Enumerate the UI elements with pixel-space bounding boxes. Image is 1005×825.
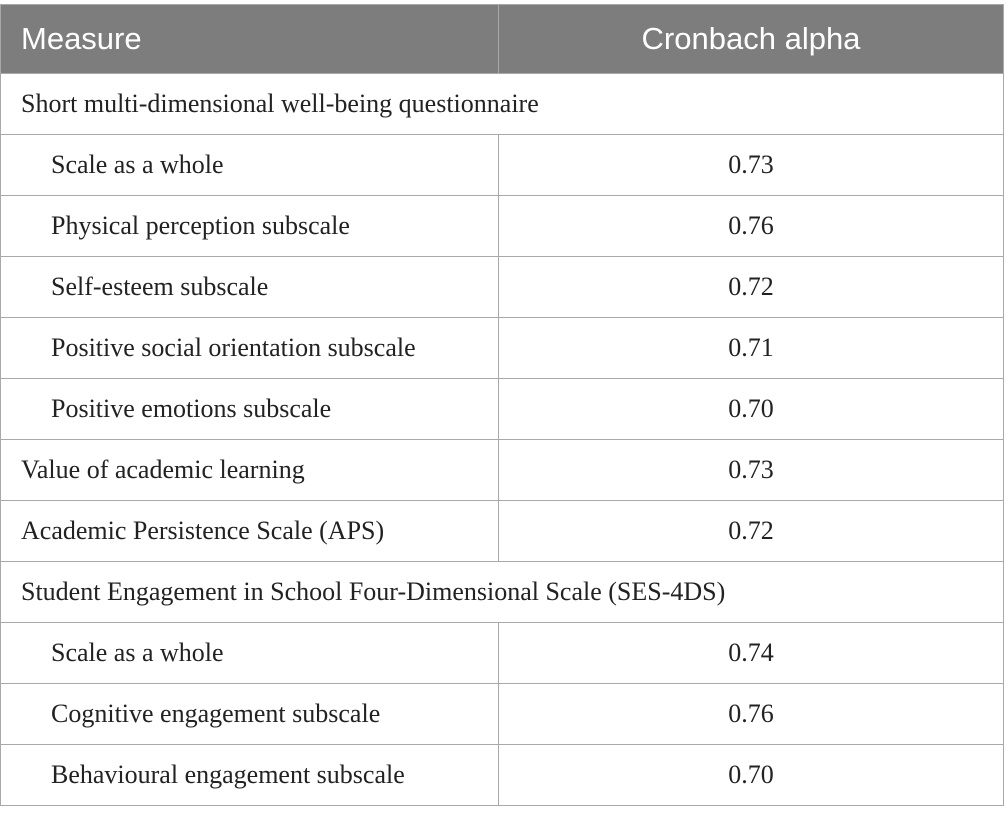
table-row	[1, 684, 1004, 745]
header-row	[1, 5, 1004, 74]
table-row	[1, 135, 1004, 196]
alpha-value: 0.72	[499, 501, 1004, 562]
table-row	[1, 379, 1004, 440]
alpha-value: 0.70	[499, 745, 1004, 806]
table-row	[1, 74, 1004, 135]
section-label: Student Engagement in School Four-Dimensional Scale (SES-4DS)	[1, 562, 1004, 623]
measure-label: Scale as a whole	[1, 623, 499, 684]
header-cronbach-alpha: Cronbach alpha	[499, 5, 1004, 74]
alpha-value: 0.71	[499, 318, 1004, 379]
measure-label: Physical perception subscale	[1, 196, 499, 257]
alpha-value: 0.73	[499, 135, 1004, 196]
alpha-value: 0.76	[499, 684, 1004, 745]
measure-label: Academic Persistence Scale (APS)	[1, 501, 499, 562]
table-row	[1, 318, 1004, 379]
table-row	[1, 440, 1004, 501]
measure-label: Cognitive engagement subscale	[1, 684, 499, 745]
measure-label: Scale as a whole	[1, 135, 499, 196]
measure-label: Positive social orientation subscale	[1, 318, 499, 379]
alpha-value: 0.70	[499, 379, 1004, 440]
measure-label: Positive emotions subscale	[1, 379, 499, 440]
table-row	[1, 623, 1004, 684]
table-row	[1, 257, 1004, 318]
alpha-value: 0.72	[499, 257, 1004, 318]
measure-label: Self-esteem subscale	[1, 257, 499, 318]
alpha-value: 0.73	[499, 440, 1004, 501]
table-row	[1, 745, 1004, 806]
measure-label: Value of academic learning	[1, 440, 499, 501]
reliability-table	[0, 4, 1004, 806]
section-label: Short multi-dimensional well-being questionnaire	[1, 74, 1004, 135]
alpha-value: 0.74	[499, 623, 1004, 684]
table-row	[1, 501, 1004, 562]
table-row	[1, 562, 1004, 623]
header-measure: Measure	[1, 5, 499, 74]
alpha-value: 0.76	[499, 196, 1004, 257]
table-row	[1, 196, 1004, 257]
measure-label: Behavioural engagement subscale	[1, 745, 499, 806]
